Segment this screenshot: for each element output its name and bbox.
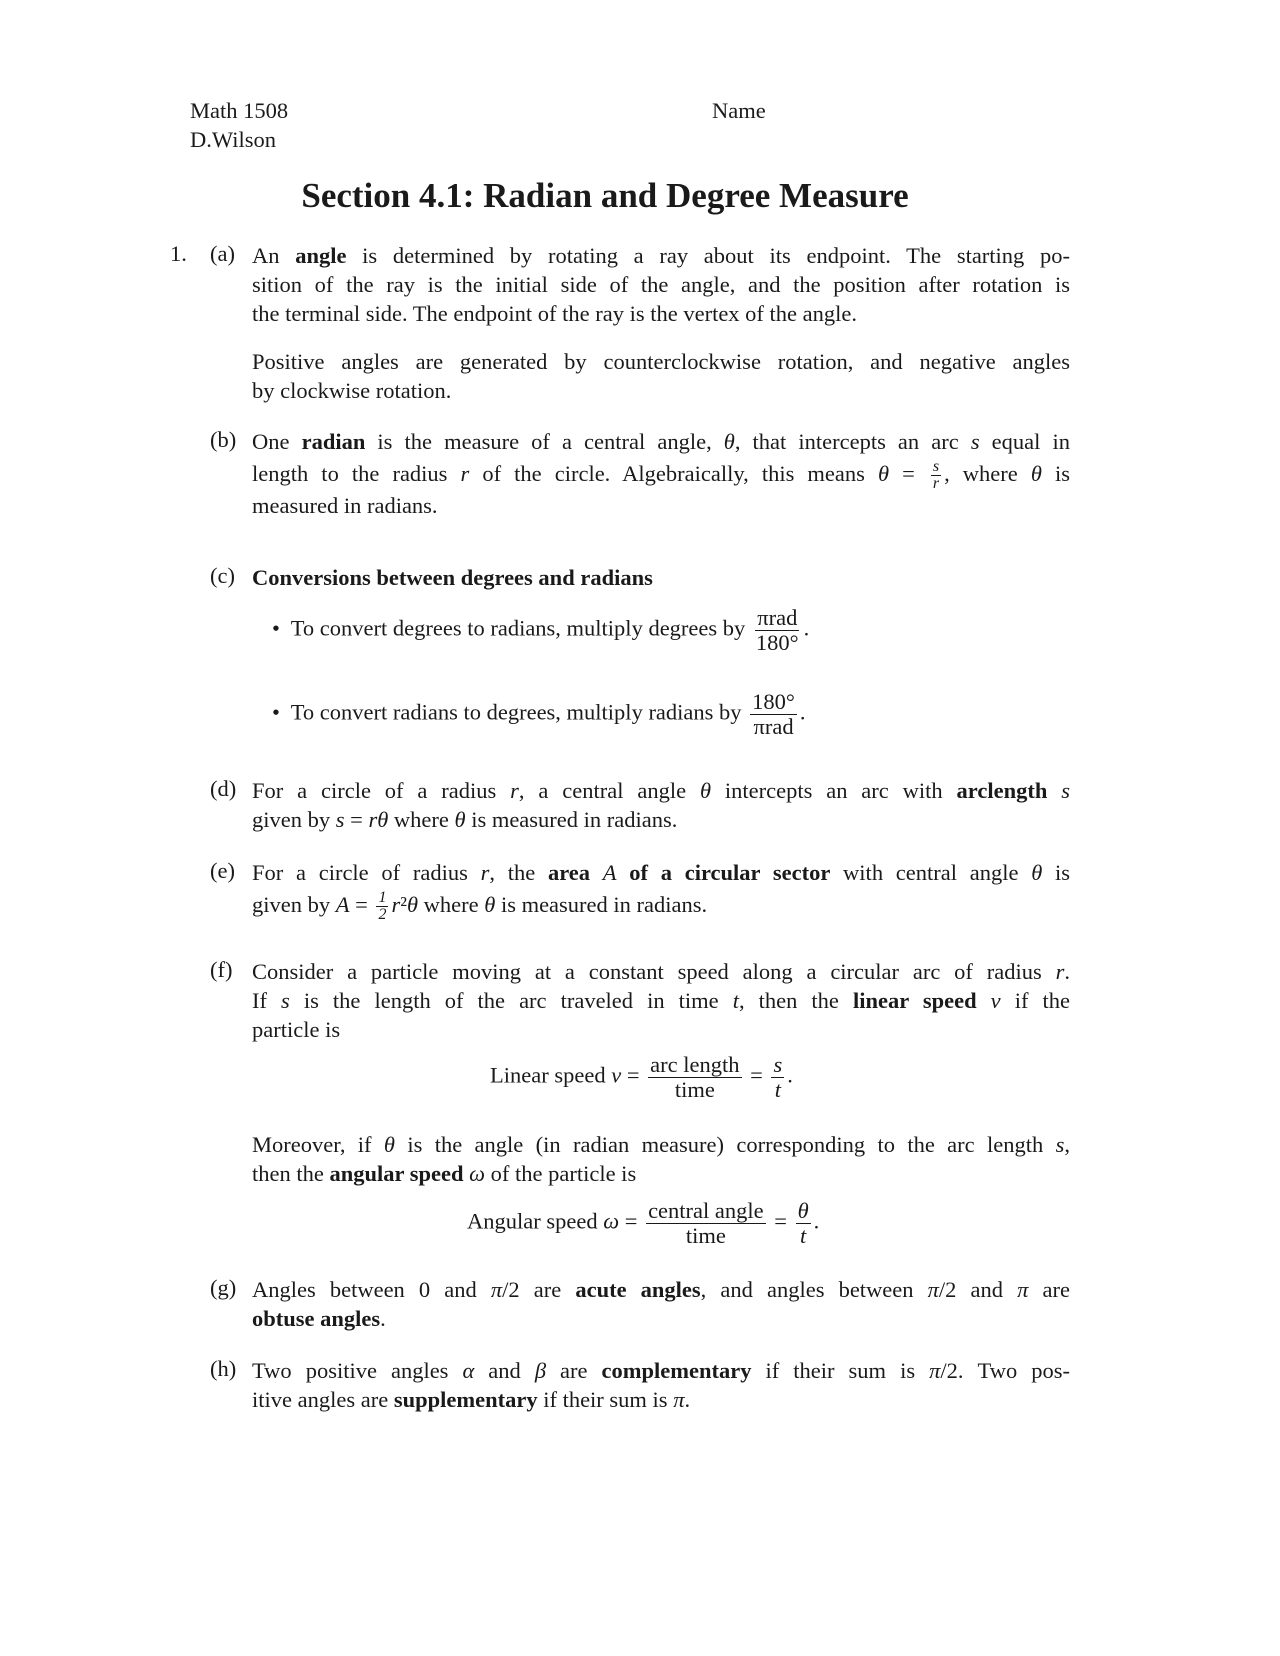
text-run: is measured in radians. (495, 892, 708, 917)
item-d-text (252, 776, 1070, 834)
text-line (252, 270, 1070, 299)
text-run: the terminal side. The endpoint of the ray is the vertex of the angle. (252, 301, 858, 326)
text-line (252, 427, 1070, 456)
text-line (252, 299, 1070, 328)
conversion-bullet-2 (272, 690, 806, 738)
text-run: where (418, 892, 485, 917)
text-line (252, 957, 1070, 986)
item-a-text (252, 241, 1070, 328)
bullet-text: To convert degrees to radians, multiply degrees by (290, 615, 746, 641)
text-run: Consider a particle moving at a constant speed along a circular arc of radius (252, 959, 1056, 984)
math-variable: r (510, 778, 519, 803)
variable: v (611, 1062, 622, 1088)
text-run: and (474, 1358, 535, 1383)
period: . (799, 699, 806, 725)
text-run: . (380, 1306, 386, 1331)
text-run: intercepts an arc with (711, 778, 957, 803)
conversion-bullet-1 (272, 606, 809, 654)
angular-speed-equation: Angular speed ω = $\frac{\text{central angle}}{\text{time}}$ = $\frac{\theta}{t}$ . (467, 1198, 820, 1248)
denominator: 2 (378, 906, 387, 924)
text-run: ² (400, 892, 407, 917)
bold-term: radian (301, 429, 366, 454)
math-variable: θ (877, 461, 890, 486)
text-run: is (1042, 860, 1071, 885)
denominator: πrad (753, 713, 794, 739)
math-variable: t (732, 988, 739, 1013)
math-variable: ω (469, 1161, 485, 1186)
text-run: of the circle. Algebraically, this means (469, 461, 878, 486)
numerator: central angle (648, 1198, 764, 1223)
text-run: by clockwise rotation. (252, 378, 452, 403)
math-variable: s (1061, 778, 1070, 803)
math-variable: θ (406, 892, 419, 917)
math-variable: s (281, 988, 290, 1013)
text-run: Moreover, if (252, 1132, 384, 1157)
text-run: is determined by rotating a ray about its endpoint. The starting po- (346, 243, 1070, 268)
text-run: Positive angles are generated by counterclockwise rotation, and negative angles (252, 349, 1070, 374)
math-variable: r (1055, 959, 1065, 984)
text-line (252, 241, 1070, 270)
text-run: , where (944, 461, 1031, 486)
equation-label: Angular speed (467, 1208, 604, 1234)
text-run: if their sum is (537, 1387, 674, 1412)
linear-speed-equation: Linear speed v = $\frac{\text{arc length}}{\text{time}}$ = $\frac{s}{t}$ . (490, 1052, 793, 1102)
text-run: itive angles are (252, 1387, 394, 1412)
item-d-label: (d) (210, 776, 237, 801)
math-variable: α (462, 1358, 475, 1383)
text-line (252, 491, 1070, 520)
bullet-icon: • (272, 615, 280, 641)
bullet-icon: • (272, 699, 280, 725)
equation-label: Linear speed (490, 1062, 612, 1088)
text-line (252, 376, 1070, 405)
text-run: if the (1000, 988, 1070, 1013)
text-run: . (684, 1387, 691, 1412)
text-run: , (1064, 1132, 1070, 1157)
math-variable: θ (723, 429, 735, 454)
text-line (252, 456, 1070, 491)
bold-term: acute angles (575, 1277, 701, 1302)
name-label: Name (712, 98, 766, 123)
math-variable: θ (1031, 860, 1043, 885)
text-run: = (344, 807, 369, 832)
text-run: For a circle of radius (252, 860, 481, 885)
text-line (252, 1385, 1070, 1414)
text-run: then the (252, 1161, 330, 1186)
text-run: are (1028, 1277, 1070, 1302)
numerator: 1 (378, 888, 387, 906)
item-f-label: (f) (210, 957, 233, 982)
math-variable: s (970, 429, 980, 454)
text-line (252, 1356, 1070, 1385)
math-variable: θ (484, 892, 496, 917)
numerator: arc length (650, 1052, 740, 1077)
text-run: of the particle is (485, 1161, 637, 1186)
math-variable: θ (699, 778, 711, 803)
denominator: t (774, 1076, 781, 1102)
math-variable: s (1055, 1132, 1065, 1157)
fraction (750, 690, 797, 738)
text-run (1047, 778, 1061, 803)
math-variable: π (1017, 1277, 1029, 1302)
math-variable: r (460, 461, 470, 486)
page-title: Section 4.1: Radian and Degree Measure (301, 176, 909, 215)
text-run: length to the radius (252, 461, 461, 486)
math-variable: rθ (368, 807, 389, 832)
bold-term: supplementary (393, 1387, 538, 1412)
text-line (252, 776, 1070, 805)
text-run: sition of the ray is the initial side of the angle, and the position after rotation is (252, 272, 1070, 297)
text-line (252, 1130, 1070, 1159)
text-run: particle is (252, 1017, 341, 1042)
math-variable: π (673, 1387, 685, 1412)
fraction (648, 1053, 741, 1101)
text-run: = (889, 461, 928, 486)
variable: ω (603, 1208, 620, 1234)
denominator: 180° (755, 629, 799, 655)
text-line (252, 1304, 1070, 1333)
item-a-text-2 (252, 347, 1070, 405)
numerator: s (773, 1052, 783, 1077)
text-run: , that intercepts an arc (734, 429, 971, 454)
denominator: t (799, 1222, 807, 1248)
item-f-text-2 (252, 1130, 1070, 1188)
item-b-text (252, 427, 1070, 520)
period: . (803, 615, 810, 641)
text-run: . (1064, 959, 1070, 984)
bold-term: angular speed (329, 1161, 464, 1186)
text-run: /2 are (502, 1277, 576, 1302)
math-variable: A (335, 892, 350, 917)
text-run: /2. Two pos- (940, 1358, 1070, 1383)
denominator: time (685, 1222, 726, 1248)
text-run: is the angle (in radian measure) corresponding to the arc length (394, 1132, 1056, 1157)
math-variable: π (490, 1277, 503, 1302)
text-run: is (1041, 461, 1071, 486)
text-run: if their sum is (751, 1358, 930, 1383)
item-g-label: (g) (210, 1275, 237, 1300)
math-variable: v (990, 988, 1001, 1013)
math-variable: θ (1030, 461, 1042, 486)
text-line (252, 805, 1070, 834)
math-variable: π (927, 1277, 939, 1302)
numerator: πrad (757, 605, 798, 630)
bold-term: complementary (601, 1358, 752, 1383)
item-c-label: (c) (210, 563, 235, 588)
course-label: Math 1508 (190, 98, 289, 123)
math-variable: π (929, 1358, 941, 1383)
fraction (754, 606, 801, 654)
math-variable: θ (383, 1132, 395, 1157)
text-line (252, 1159, 1070, 1188)
text-run: given by (252, 807, 336, 832)
text-run: Two positive angles (252, 1358, 463, 1383)
bold-term: arclength (956, 778, 1048, 803)
text-run: An (252, 243, 296, 268)
bold-term: angle (295, 243, 347, 268)
bold-term: of a circular sector (616, 860, 831, 885)
math-variable: A (602, 860, 617, 885)
text-run: , then the (738, 988, 853, 1013)
text-run: One (252, 429, 302, 454)
item-e-text (252, 858, 1070, 922)
item-h-text (252, 1356, 1070, 1414)
text-run: with central angle (830, 860, 1032, 885)
math-variable: β (534, 1358, 547, 1383)
text-line (252, 887, 1070, 922)
text-run: = (349, 892, 374, 917)
item-f-text (252, 957, 1070, 1044)
math-variable: θ (454, 807, 466, 832)
text-run: , a central angle (518, 778, 700, 803)
bullet-text: To convert radians to degrees, multiply radians by (290, 699, 742, 725)
item-b-label: (b) (210, 427, 237, 452)
bold-term: obtuse angles (252, 1306, 381, 1331)
text-line (252, 1275, 1070, 1304)
math-variable: s (335, 807, 345, 832)
math-variable: r (480, 860, 490, 885)
bold-term: linear speed (852, 988, 977, 1013)
problem-number: 1. (170, 241, 187, 266)
math-variable: r (391, 892, 401, 917)
text-line (252, 858, 1070, 887)
text-run: measured in radians. (252, 493, 438, 518)
text-run: is the measure of a central angle, (365, 429, 724, 454)
denominator: time (674, 1076, 715, 1102)
numerator: 180° (752, 689, 795, 714)
item-h-label: (h) (210, 1356, 237, 1381)
item-g-text (252, 1275, 1070, 1333)
instructor-label: D.Wilson (190, 127, 276, 152)
numerator: s (932, 457, 940, 475)
fraction (646, 1199, 766, 1247)
item-e-label: (e) (210, 858, 235, 883)
text-run: given by (252, 892, 336, 917)
denominator: r (932, 475, 940, 493)
text-run: where (388, 807, 455, 832)
item-a-label: (a) (210, 241, 235, 266)
text-run: is the length of the arc traveled in time (289, 988, 733, 1013)
text-run: are (546, 1358, 602, 1383)
text-run: For a circle of a radius (252, 778, 511, 803)
fraction (796, 1199, 811, 1247)
inline-fraction (931, 459, 941, 494)
fraction (771, 1053, 784, 1101)
text-run: Angles between 0 and (252, 1277, 491, 1302)
text-run: equal in (979, 429, 1070, 454)
text-line (252, 1015, 1070, 1044)
text-run: , and angles between (700, 1277, 928, 1302)
text-run: /2 and (938, 1277, 1018, 1302)
text-run: is measured in radians. (465, 807, 678, 832)
text-run: If (252, 988, 282, 1013)
text-run (977, 988, 991, 1013)
text-line (252, 986, 1070, 1015)
numerator: θ (797, 1198, 809, 1223)
inline-fraction (376, 890, 388, 925)
text-run: , the (489, 860, 548, 885)
bold-term: area (547, 860, 603, 885)
item-c-heading: Conversions between degrees and radians (252, 565, 653, 590)
text-line (252, 347, 1070, 376)
